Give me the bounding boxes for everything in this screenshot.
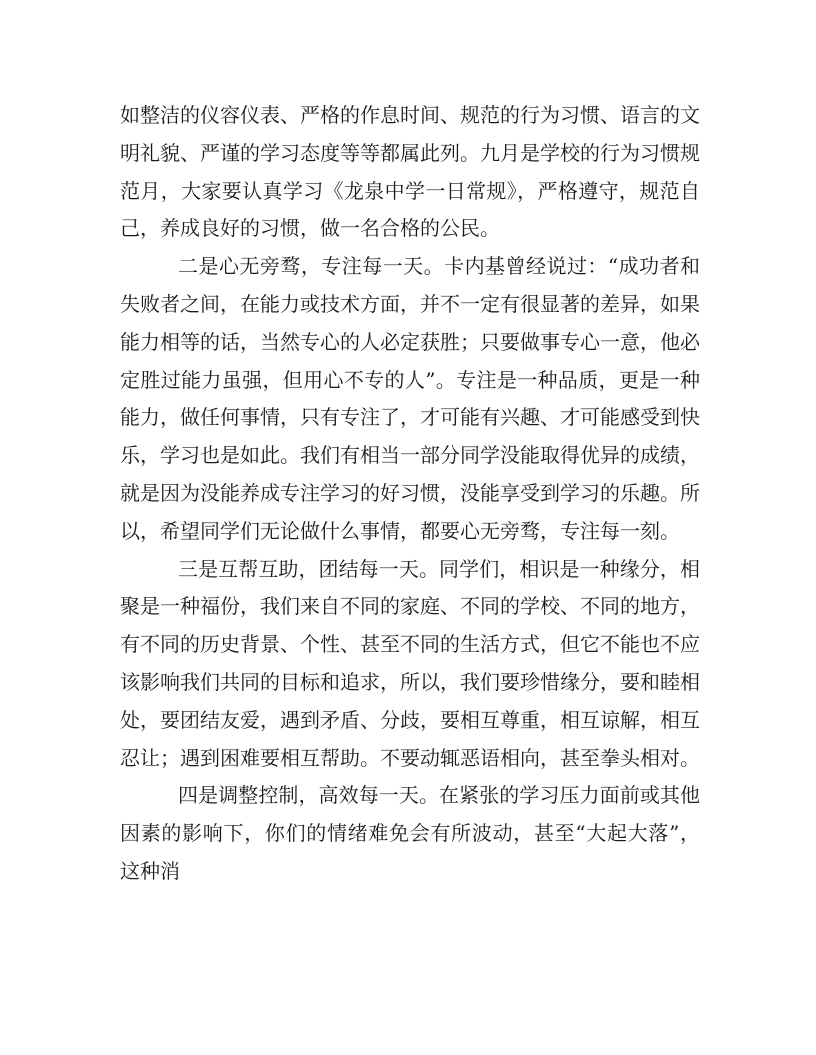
paragraph-3: 三是互帮互助，团结每一天。同学们，相识是一种缘分，相聚是一种福份，我们来自不同的家庭、不同的学校、不同的地方，有不同的历史背景、个性、甚至不同的生活方式，但它不能也不应该影响我们共同的目标和追求，所以，我们要珍惜缘分，要和睦相处，要团结友爱，遇到矛盾、分歧，要相互尊重，相互谅解，相互忍让；遇到困难要相互帮助。不要动辄恶语相向，甚至拳头相对。 <box>120 556 700 770</box>
document-body <box>120 97 700 891</box>
paragraph-1: 如整洁的仪容仪表、严格的作息时间、规范的行为习惯、语言的文明礼貌、严谨的学习态度等等都属此列。九月是学校的行为习惯规范月，大家要认真学习《龙泉中学一日常规》，严格遵守，规范自己，养成良好的习惯，做一名合格的公民。 <box>120 103 700 241</box>
paragraph-2: 二是心无旁骛，专注每一天。卡内基曾经说过：“成功者和失败者之间，在能力或技术方面，并不一定有很显著的差异，如果能力相等的话，当然专心的人必定获胜；只要做事专心一意，他必定胜过能力虽强，但用心不专的人”。专注是一种品质，更是一种能力，做任何事情，只有专注了，才可能有兴趣、才可能感受到快乐，学习也是如此。我们有相当一部分同学没能取得优异的成绩，就是因为没能养成专注学习的好习惯，没能享受到学习的乐趣。所以，希望同学们无论做什么事情，都要心无旁骛，专注每一刻。 <box>120 254 700 543</box>
paragraph-4: 四是调整控制，高效每一天。在紧张的学习压力面前或其他因素的影响下，你们的情绪难免会有所波动，甚至“大起大落”，这种消 <box>120 783 700 883</box>
